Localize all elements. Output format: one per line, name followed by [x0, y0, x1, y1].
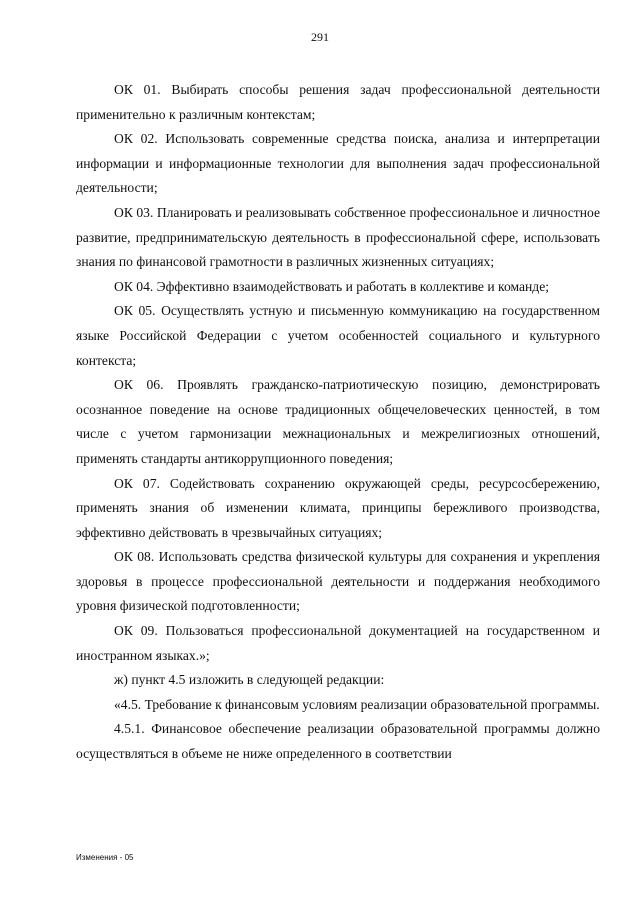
paragraph-ok-09: ОК 09. Пользоваться профессиональной документацией на государственном и иностранном языках.»;: [76, 623, 600, 663]
paragraph-4-5-1: 4.5.1. Финансовое обеспечение реализации образовательной программы должно осуществляться в объеме не ниже определенного в соответствии: [76, 721, 600, 762]
page-number: 291: [311, 30, 329, 44]
paragraph-ok-06: ОК 06. Проявлять гражданско-патриотическую позицию, демонстрировать осознанное поведение на основе традиционных общечеловеческих ценностей, в том числе с учетом гармонизации межнациональных и межрелигиозных отношений, применять стандарты антикоррупционного поведения;: [76, 377, 600, 466]
paragraph-item-zh: ж) пункт 4.5 изложить в следующей редакции:: [114, 672, 385, 688]
document-body: [76, 78, 600, 767]
paragraph-ok-08: ОК 08. Использовать средства физической культуры для сохранения и укрепления здоровья в процессе профессиональной деятельности и поддержания необходимого уровня физической подготовленности;: [76, 549, 600, 614]
paragraph-ok-03: ОК 03. Планировать и реализовывать собственное профессиональное и личностное развитие, предпринимательскую деятельность в профессиональной сфере, использовать знания по финансовой грамотности в различных жизненных ситуациях;: [76, 204, 600, 270]
paragraph-ok-02: ОК 02. Использовать современные средства поиска, анализа и интерпретации информации и информационные технологии для выполнения задач профессиональной деятельности;: [76, 131, 600, 196]
paragraph-ok-04: ОК 04. Эффективно взаимодействовать и работать в коллективе и команде;: [114, 278, 550, 294]
paragraph-ok-07: ОК 07. Содействовать сохранению окружающей среды, ресурсосбережению, применять знания об изменении климата, принципы бережливого производства, эффективно действовать в чрезвычайных ситуациях;: [76, 475, 600, 540]
paragraph-ok-01: ОК 01. Выбирать способы решения задач профессиональной деятельности применительно к различным контекстам;: [76, 82, 600, 122]
paragraph-ok-05: ОК 05. Осуществлять устную и письменную коммуникацию на государственном языке Российской Федерации с учетом особенностей социального и культурного контекста;: [76, 303, 600, 368]
paragraph-4-5: «4.5. Требование к финансовым условиям реализации образовательной программы.: [114, 696, 600, 712]
footer-note: Изменения - 05: [76, 853, 134, 862]
